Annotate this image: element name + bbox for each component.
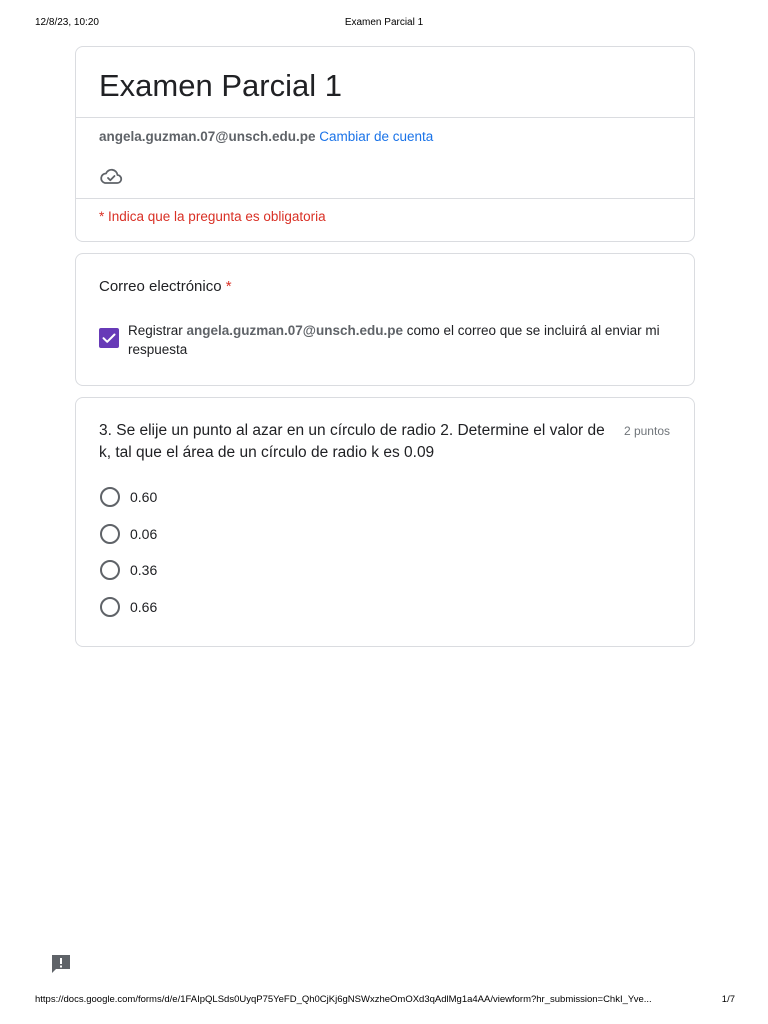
print-footer <box>35 994 735 1008</box>
account-email: angela.guzman.07@unsch.edu.pe <box>99 129 316 144</box>
option-4[interactable] <box>99 596 299 618</box>
email-question-label <box>99 278 232 295</box>
form-title: Examen Parcial 1 <box>99 68 342 103</box>
page-url: https://docs.google.com/forms/d/e/1FAIpQLSds0UyqP75YeFD_Qh0CjKj6gNSWxzheOmOXd3qAdlMg1a4AA/viewform?hr_submission=ChkI_Yve... <box>35 994 652 1005</box>
email-question-card <box>75 253 695 386</box>
account-line <box>99 129 433 144</box>
question-points: 2 puntos <box>623 424 670 438</box>
switch-account-link[interactable]: Cambiar de cuenta <box>319 129 434 144</box>
record-email-prefix: Registrar <box>128 323 187 338</box>
option-3[interactable] <box>99 559 299 581</box>
record-email-suffix: como el correo que se incluirá al enviar mi respuesta <box>128 323 660 357</box>
record-email-checkbox[interactable] <box>99 328 119 348</box>
email-label-text: Correo electrónico <box>99 278 222 295</box>
option-1[interactable] <box>99 486 299 508</box>
print-title: Examen Parcial 1 <box>344 17 424 28</box>
record-email-address: angela.guzman.07@unsch.edu.pe <box>186 323 403 338</box>
option-label: 0.36 <box>130 562 158 578</box>
record-email-text <box>128 321 683 359</box>
required-note: * Indica que la pregunta es obligatoria <box>99 209 326 224</box>
option-label: 0.60 <box>130 489 158 505</box>
print-header <box>0 17 768 31</box>
print-date: 12/8/23, 10:20 <box>35 17 99 28</box>
radio-button[interactable] <box>100 560 120 580</box>
checkmark-icon <box>101 330 117 346</box>
feedback-icon[interactable] <box>50 953 72 975</box>
form-header-card <box>75 46 695 242</box>
cloud-check-icon <box>99 167 123 187</box>
radio-button[interactable] <box>100 597 120 617</box>
option-label: 0.66 <box>130 599 158 615</box>
question-card <box>75 397 695 647</box>
header-divider-2 <box>76 198 694 199</box>
option-label: 0.06 <box>130 526 158 542</box>
required-asterisk: * <box>225 278 232 295</box>
question-text: 3. Se elije un punto al azar en un círculo de radio 2. Determine el valor de k, tal que el área de un círculo de radio k es 0.09 <box>99 422 605 461</box>
page-number: 1/7 <box>721 994 735 1005</box>
radio-button[interactable] <box>100 524 120 544</box>
header-divider <box>76 117 694 118</box>
option-2[interactable] <box>99 523 299 545</box>
radio-button[interactable] <box>100 487 120 507</box>
